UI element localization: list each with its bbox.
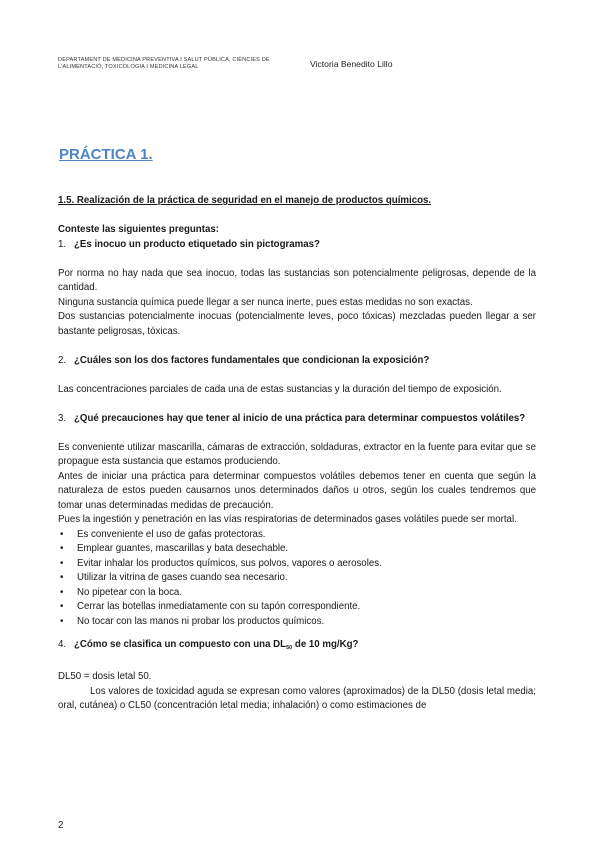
question-4 <box>58 638 536 656</box>
list-item: • No pipetear con la boca. <box>58 586 536 601</box>
answer-paragraph: Por norma no hay nada que sea inocuo, todas las sustancias son potencialmente peligrosas, depende de la cantidad. <box>58 267 536 293</box>
question-text: ¿Cuáles son los dos factores fundamentales que condicionan la exposición? <box>74 354 430 366</box>
question-3 <box>58 412 536 427</box>
question-text <box>74 638 536 656</box>
question-text: ¿Qué precauciones hay que tener al inicio de una práctica para determinar compuestos volátiles? <box>74 412 526 424</box>
question-number: 2. <box>58 354 67 366</box>
question-subscript: 50 <box>286 645 293 651</box>
answer-paragraph: Ninguna sustancia química puede llegar a ser nunca inerte, pues estas medidas no son exactas. <box>58 296 473 308</box>
list-item: • No tocar con las manos ni probar los productos químicos. <box>58 615 536 630</box>
document-body <box>58 194 536 714</box>
question-1 <box>58 238 536 253</box>
question-number: 1. <box>58 238 67 250</box>
question-2 <box>58 354 536 369</box>
section-title: 1.5. Realización de la práctica de seguridad en el manejo de productos químicos. <box>58 195 432 206</box>
question-number: 4. <box>58 639 67 650</box>
answer-paragraph: Pues la ingestión y penetración en las vías respiratorias de determinados gases volátiles puede ser mortal. <box>58 514 517 525</box>
answer-paragraph: Las concentraciones parciales de cada una de estas sustancias y la duración del tiempo de exposición. <box>58 383 502 395</box>
question-number: 3. <box>58 412 67 424</box>
question-text: ¿Es inocuo un producto etiquetado sin pictogramas? <box>74 238 320 250</box>
answer-paragraph: Antes de iniciar una práctica para determinar compuestos volátiles debemos tener en cuenta que según la naturaleza de estos pueden causarnos unos determinados daños u otros, según los cuales tendremos que tomar unas determinadas medidas de precaución. <box>58 470 536 511</box>
list-item: • Emplear guantes, mascarillas y bata desechable. <box>58 542 536 557</box>
question-text-part: ¿Cómo se clasifica un compuesto con una DL <box>74 639 287 650</box>
header-author: Victoria Benedito Lillo <box>310 59 393 69</box>
answer-paragraph: DL50 = dosis letal 50. <box>58 671 152 682</box>
intro-text: Conteste las siguientes preguntas: <box>58 224 219 235</box>
list-item: • Utilizar la vitrina de gases cuando sea necesario. <box>58 571 536 586</box>
list-item: • Evitar inhalar los productos químicos, sus polvos, vapores o aerosoles. <box>58 557 536 572</box>
list-item: • Es conveniente el uso de gafas protectoras. <box>58 528 536 543</box>
question-text-part: de 10 mg/Kg? <box>292 639 359 650</box>
list-item: • Cerrar las botellas inmediatamente con su tapón correspondiente. <box>58 600 536 615</box>
page-title: PRÁCTICA 1. <box>59 146 153 163</box>
answer-paragraph: Es conveniente utilizar mascarilla, cámaras de extracción, soldaduras, extractor en la fuente para evitar que se propague esta sustancia que estamos produciendo. <box>58 441 536 467</box>
answer-paragraph: Dos sustancias potencialmente inocuas (potencialmente leves, poco tóxicas) mezcladas pueden llegar a ser bastante peligrosas, tóxicas. <box>58 311 536 337</box>
header-department: DEPARTAMENT DE MEDICINA PREVENTIVA I SALUT PÚBLICA, CIÈNCIES DE L'ALIMENTACIÓ, TOXICOLOGIA I MEDICINA LEGAL <box>58 57 270 70</box>
precautions-list <box>58 528 536 630</box>
page-number: 2 <box>58 820 64 831</box>
answer-paragraph: Los valores de toxicidad aguda se expresan como valores (aproximados) de la DL50 (dosis letal media; oral, cutánea) o CL50 (concentración letal media; inhalación) o como estimaciones de <box>58 685 536 711</box>
